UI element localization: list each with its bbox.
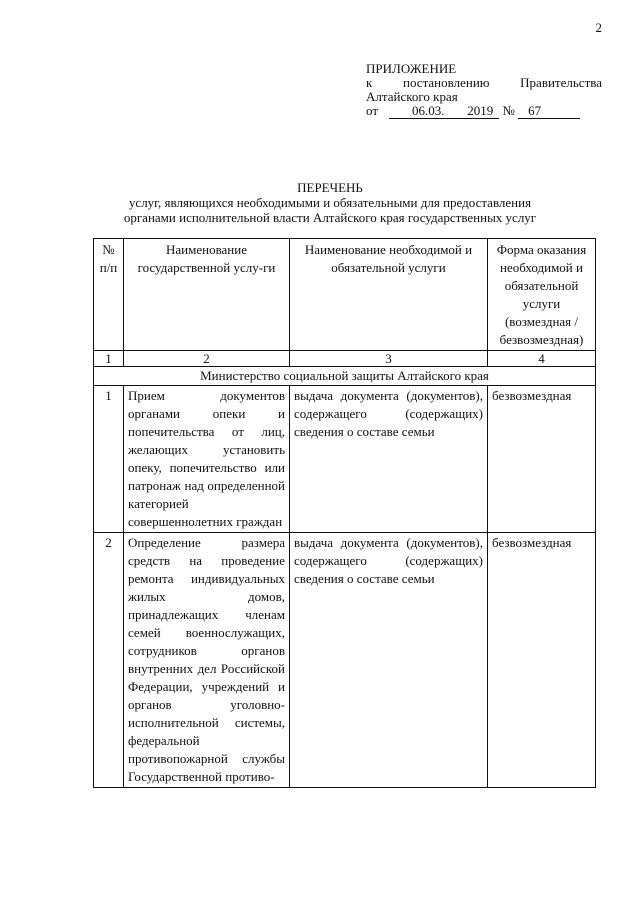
heading-title: ПЕРЕЧЕНЬ bbox=[297, 180, 363, 195]
row-number: 2 bbox=[94, 533, 124, 788]
services-table bbox=[93, 238, 596, 788]
column-number: 3 bbox=[290, 351, 488, 367]
appendix-reference bbox=[366, 76, 602, 90]
decree-date: 06.03. bbox=[389, 104, 467, 119]
row-state-service: Определение размера средств на проведение ремонта индивидуальных жилых домов, принадлежащих членам семей военнослужащих, сотрудников органов внутренних дел Российской Федерации, учреждений и органов уголовно-исполнительной системы, федеральной противопожарной службы Государственной противо- bbox=[124, 533, 290, 788]
appendix-date-line bbox=[366, 104, 602, 119]
appendix-ref-k: к bbox=[366, 75, 373, 90]
date-prefix: от bbox=[366, 103, 379, 118]
row-number: 1 bbox=[94, 386, 124, 533]
document-heading bbox=[60, 180, 600, 225]
decree-year: 2019 bbox=[467, 104, 499, 119]
decree-number: 67 bbox=[518, 104, 580, 119]
header-number: № п/п bbox=[94, 239, 124, 351]
section-row bbox=[94, 367, 596, 386]
page-number: 2 bbox=[595, 20, 602, 35]
table-row bbox=[94, 533, 596, 788]
appendix-ref-decree: постановлению bbox=[403, 75, 490, 90]
section-title: Министерство социальной защиты Алтайского края bbox=[94, 367, 596, 386]
column-number: 1 bbox=[94, 351, 124, 367]
header-state-service: Наименование государственной услу-ги bbox=[124, 239, 290, 351]
number-sign: № bbox=[502, 103, 515, 118]
table-row bbox=[94, 386, 596, 533]
row-service-form: безвозмездная bbox=[488, 533, 596, 788]
row-service-form: безвозмездная bbox=[488, 386, 596, 533]
appendix-region: Алтайского края bbox=[366, 89, 458, 104]
row-required-service: выдача документа (документов), содержащего (содержащих) сведения о составе семьи bbox=[290, 386, 488, 533]
appendix-ref-government: Правительства bbox=[520, 75, 602, 90]
heading-line-2: органами исполнительной власти Алтайского края государственных услуг bbox=[123, 210, 537, 225]
column-number: 2 bbox=[124, 351, 290, 367]
header-required-service: Наименование необходимой и обязательной услуги bbox=[290, 239, 488, 351]
column-number-row bbox=[94, 351, 596, 367]
heading-line-1: услуг, являющихся необходимыми и обязательными для предоставления bbox=[128, 195, 532, 210]
header-service-form: Форма оказания необходимой и обязательной услуги (возмездная / безвозмездная) bbox=[488, 239, 596, 351]
appendix-title: ПРИЛОЖЕНИЕ bbox=[366, 61, 457, 76]
table-header-row bbox=[94, 239, 596, 351]
row-state-service: Прием документов органами опеки и попечительства от лиц, желающих установить опеку, попечительство или патронаж над определенной категорией совершеннолетних граждан bbox=[124, 386, 290, 533]
row-required-service: выдача документа (документов), содержащего (содержащих) сведения о составе семьи bbox=[290, 533, 488, 788]
column-number: 4 bbox=[488, 351, 596, 367]
appendix-block bbox=[366, 62, 602, 119]
